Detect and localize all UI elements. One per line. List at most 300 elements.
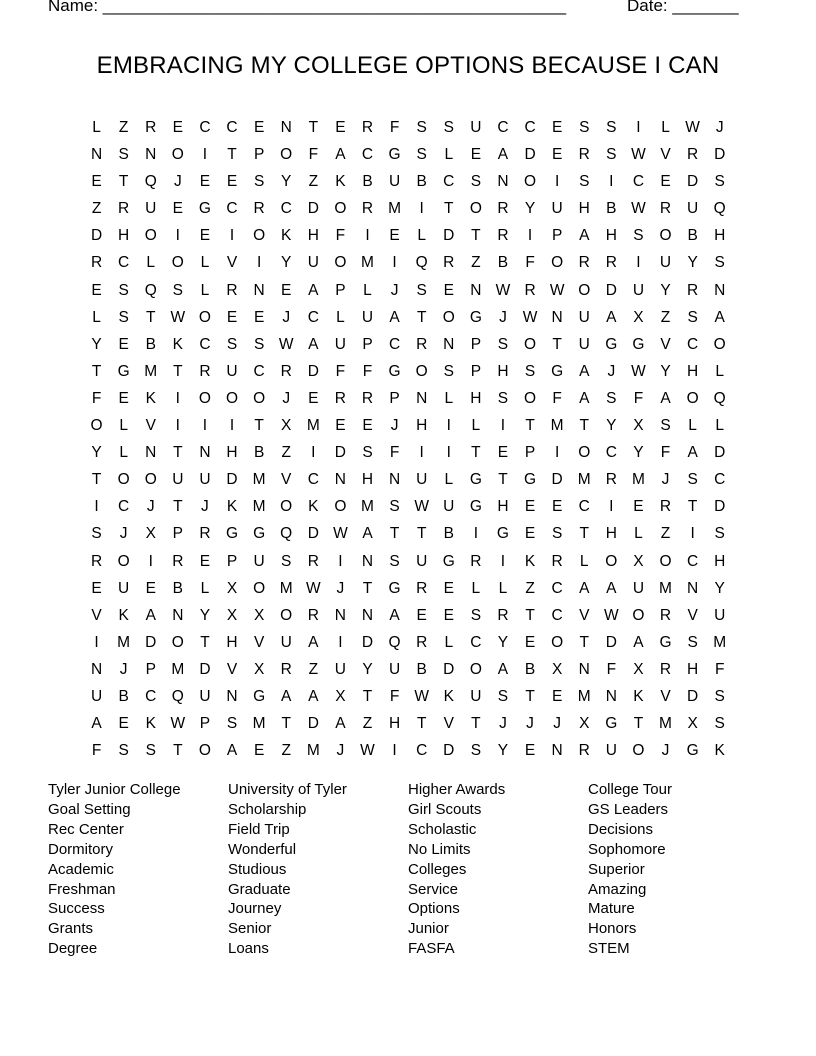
grid-letter[interactable]: S: [389, 498, 400, 516]
grid-letter[interactable]: S: [172, 281, 183, 299]
grid-letter[interactable]: N: [226, 687, 238, 705]
grid-letter[interactable]: J: [336, 742, 345, 760]
grid-letter[interactable]: S: [253, 173, 265, 191]
grid-letter[interactable]: R: [307, 552, 319, 570]
grid-letter[interactable]: E: [281, 281, 292, 299]
grid-letter[interactable]: U: [470, 119, 482, 136]
grid-letter[interactable]: F: [389, 687, 400, 705]
grid-letter[interactable]: N: [172, 606, 184, 624]
grid-letter[interactable]: F: [525, 254, 535, 272]
grid-letter[interactable]: H: [226, 444, 238, 462]
grid-letter[interactable]: I: [446, 417, 451, 435]
grid-letter[interactable]: S: [714, 254, 725, 272]
grid-letter[interactable]: S: [579, 173, 590, 191]
grid-letter[interactable]: R: [659, 660, 672, 678]
grid-letter[interactable]: O: [415, 362, 428, 380]
grid-letter[interactable]: L: [444, 471, 454, 489]
grid-letter[interactable]: B: [687, 227, 698, 245]
grid-letter[interactable]: V: [145, 417, 156, 435]
grid-letter[interactable]: S: [714, 173, 725, 191]
grid-letter[interactable]: N: [90, 660, 103, 678]
grid-letter[interactable]: O: [198, 308, 211, 326]
grid-letter[interactable]: S: [281, 552, 292, 570]
grid-letter[interactable]: H: [687, 362, 699, 380]
grid-letter[interactable]: G: [496, 525, 509, 543]
grid-letter[interactable]: O: [524, 389, 537, 407]
grid-letter[interactable]: D: [90, 227, 103, 245]
grid-letter[interactable]: W: [170, 715, 186, 733]
grid-letter[interactable]: C: [551, 606, 563, 624]
grid-letter[interactable]: U: [659, 254, 672, 272]
grid-letter[interactable]: I: [609, 498, 614, 516]
grid-letter[interactable]: T: [173, 742, 183, 760]
grid-letter[interactable]: M: [252, 471, 266, 489]
grid-letter[interactable]: D: [443, 227, 455, 245]
grid-letter[interactable]: J: [119, 525, 128, 543]
grid-letter[interactable]: G: [605, 715, 618, 733]
grid-letter[interactable]: L: [200, 579, 210, 597]
grid-letter[interactable]: C: [714, 471, 726, 489]
grid-letter[interactable]: K: [145, 715, 156, 733]
grid-letter[interactable]: P: [551, 227, 563, 245]
grid-letter[interactable]: V: [226, 254, 238, 272]
grid-letter[interactable]: E: [416, 606, 427, 624]
grid-letter[interactable]: V: [253, 633, 265, 651]
grid-letter[interactable]: X: [579, 715, 590, 733]
grid-letter[interactable]: Y: [497, 633, 509, 651]
grid-letter[interactable]: J: [336, 579, 345, 597]
grid-letter[interactable]: R: [416, 579, 428, 597]
grid-letter[interactable]: A: [497, 146, 509, 164]
grid-letter[interactable]: P: [172, 525, 183, 543]
grid-letter[interactable]: W: [631, 200, 646, 218]
grid-letter[interactable]: O: [198, 389, 211, 407]
grid-letter[interactable]: S: [497, 335, 509, 353]
grid-letter[interactable]: O: [90, 417, 103, 435]
grid-letter[interactable]: V: [281, 471, 292, 489]
grid-letter[interactable]: A: [579, 227, 590, 245]
grid-letter[interactable]: T: [471, 227, 481, 245]
grid-letter[interactable]: O: [578, 444, 591, 462]
grid-letter[interactable]: C: [307, 308, 319, 326]
grid-letter[interactable]: O: [144, 471, 157, 489]
grid-letter[interactable]: E: [308, 389, 319, 407]
grid-letter[interactable]: I: [392, 254, 397, 272]
grid-letter[interactable]: K: [443, 687, 454, 705]
grid-letter[interactable]: Y: [687, 254, 698, 272]
grid-letter[interactable]: A: [687, 444, 698, 462]
grid-letter[interactable]: S: [443, 362, 454, 380]
grid-letter[interactable]: F: [335, 227, 346, 245]
grid-letter[interactable]: J: [661, 742, 670, 760]
grid-letter[interactable]: S: [145, 742, 156, 760]
grid-letter[interactable]: S: [226, 715, 238, 733]
grid-letter[interactable]: E: [551, 146, 563, 164]
grid-letter[interactable]: K: [524, 552, 536, 570]
grid-letter[interactable]: C: [605, 444, 617, 462]
grid-letter[interactable]: C: [388, 335, 401, 353]
grid-letter[interactable]: A: [579, 579, 590, 597]
grid-letter[interactable]: E: [551, 687, 563, 705]
grid-letter[interactable]: Q: [415, 254, 428, 272]
grid-letter[interactable]: E: [253, 308, 265, 326]
grid-letter[interactable]: T: [362, 579, 373, 597]
grid-letter[interactable]: X: [145, 525, 156, 543]
grid-letter[interactable]: U: [632, 579, 645, 597]
grid-letter[interactable]: S: [416, 119, 427, 136]
grid-letter[interactable]: S: [253, 335, 265, 353]
grid-letter[interactable]: N: [551, 742, 563, 760]
grid-letter[interactable]: K: [633, 687, 644, 705]
grid-letter[interactable]: U: [470, 687, 482, 705]
grid-letter[interactable]: B: [416, 173, 427, 191]
grid-letter[interactable]: R: [172, 552, 184, 570]
grid-letter[interactable]: Q: [171, 687, 184, 705]
grid-letter[interactable]: W: [495, 281, 511, 299]
grid-letter[interactable]: S: [714, 687, 725, 705]
grid-letter[interactable]: I: [500, 552, 506, 570]
grid-letter[interactable]: R: [280, 660, 292, 678]
grid-letter[interactable]: I: [94, 633, 99, 651]
grid-letter[interactable]: H: [497, 362, 509, 380]
grid-letter[interactable]: E: [199, 173, 211, 191]
grid-letter[interactable]: L: [119, 444, 128, 462]
grid-letter[interactable]: S: [633, 227, 644, 245]
grid-letter[interactable]: I: [419, 200, 424, 218]
grid-letter[interactable]: Z: [362, 715, 373, 733]
grid-letter[interactable]: J: [390, 281, 399, 299]
grid-letter[interactable]: H: [578, 200, 590, 218]
grid-letter[interactable]: K: [281, 227, 292, 245]
grid-letter[interactable]: W: [631, 146, 646, 164]
grid-letter[interactable]: M: [361, 254, 374, 272]
grid-letter[interactable]: R: [226, 281, 238, 299]
grid-letter[interactable]: I: [690, 525, 695, 543]
grid-letter[interactable]: N: [443, 335, 455, 353]
grid-letter[interactable]: G: [469, 308, 482, 326]
grid-letter[interactable]: O: [280, 146, 293, 164]
grid-letter[interactable]: O: [171, 633, 184, 651]
grid-letter[interactable]: K: [335, 173, 346, 191]
grid-letter[interactable]: A: [335, 715, 346, 733]
grid-letter[interactable]: K: [308, 498, 319, 516]
grid-letter[interactable]: S: [551, 525, 563, 543]
grid-letter[interactable]: H: [307, 227, 319, 245]
grid-letter[interactable]: G: [388, 579, 401, 597]
grid-letter[interactable]: D: [714, 498, 726, 516]
grid-letter[interactable]: J: [173, 173, 182, 191]
grid-letter[interactable]: H: [388, 715, 401, 733]
grid-letter[interactable]: L: [634, 525, 643, 543]
grid-letter[interactable]: V: [579, 606, 590, 624]
grid-letter[interactable]: R: [659, 606, 672, 624]
grid-letter[interactable]: G: [524, 471, 537, 489]
grid-letter[interactable]: S: [579, 119, 590, 136]
grid-letter[interactable]: U: [334, 335, 346, 353]
grid-letter[interactable]: L: [200, 281, 210, 299]
grid-letter[interactable]: R: [524, 281, 536, 299]
grid-letter[interactable]: A: [308, 335, 319, 353]
grid-letter[interactable]: P: [470, 362, 482, 380]
grid-letter[interactable]: U: [172, 471, 184, 489]
grid-letter[interactable]: N: [578, 660, 590, 678]
grid-letter[interactable]: T: [498, 471, 508, 489]
grid-letter[interactable]: S: [118, 742, 129, 760]
grid-letter[interactable]: P: [226, 552, 238, 570]
grid-letter[interactable]: R: [334, 389, 346, 407]
grid-letter[interactable]: L: [363, 281, 372, 299]
grid-letter[interactable]: J: [526, 715, 534, 733]
grid-letter[interactable]: T: [416, 715, 427, 733]
grid-letter[interactable]: R: [470, 552, 482, 570]
grid-letter[interactable]: I: [229, 227, 235, 245]
grid-letter[interactable]: C: [551, 579, 563, 597]
grid-letter[interactable]: V: [660, 335, 671, 353]
grid-letter[interactable]: B: [497, 254, 509, 272]
grid-letter[interactable]: R: [199, 362, 211, 380]
grid-letter[interactable]: N: [199, 444, 211, 462]
grid-letter[interactable]: R: [118, 200, 130, 218]
grid-letter[interactable]: M: [144, 362, 158, 380]
grid-letter[interactable]: M: [117, 633, 131, 651]
grid-letter[interactable]: T: [308, 119, 319, 136]
grid-letter[interactable]: L: [417, 227, 426, 245]
grid-letter[interactable]: E: [633, 498, 644, 516]
grid-letter[interactable]: C: [145, 687, 157, 705]
grid-letter[interactable]: R: [307, 606, 319, 624]
grid-letter[interactable]: T: [416, 525, 427, 543]
grid-letter[interactable]: T: [633, 715, 644, 733]
grid-letter[interactable]: E: [497, 444, 509, 462]
grid-letter[interactable]: B: [416, 660, 427, 678]
grid-letter[interactable]: U: [361, 308, 374, 326]
grid-letter[interactable]: M: [388, 200, 402, 218]
grid-letter[interactable]: L: [92, 119, 101, 136]
grid-letter[interactable]: T: [416, 308, 427, 326]
grid-letter[interactable]: C: [307, 471, 319, 489]
grid-letter[interactable]: V: [660, 687, 671, 705]
grid-letter[interactable]: Q: [144, 173, 157, 191]
grid-letter[interactable]: O: [253, 227, 266, 245]
grid-letter[interactable]: A: [308, 633, 319, 651]
grid-letter[interactable]: S: [362, 444, 373, 462]
grid-letter[interactable]: R: [497, 200, 509, 218]
grid-letter[interactable]: N: [388, 471, 401, 489]
grid-letter[interactable]: M: [659, 715, 672, 733]
grid-letter[interactable]: N: [605, 687, 617, 705]
grid-letter[interactable]: X: [551, 660, 563, 678]
grid-letter[interactable]: W: [170, 308, 186, 326]
grid-letter[interactable]: B: [172, 579, 183, 597]
grid-letter[interactable]: A: [606, 308, 617, 326]
grid-letter[interactable]: X: [253, 660, 265, 678]
grid-letter[interactable]: A: [281, 687, 292, 705]
grid-letter[interactable]: R: [551, 552, 563, 570]
grid-letter[interactable]: E: [199, 552, 211, 570]
grid-letter[interactable]: Y: [606, 417, 617, 435]
grid-letter[interactable]: R: [416, 633, 428, 651]
date-field-label[interactable]: Date: _______: [627, 0, 739, 15]
grid-letter[interactable]: N: [470, 281, 482, 299]
grid-letter[interactable]: U: [578, 335, 590, 353]
grid-letter[interactable]: U: [416, 552, 428, 570]
grid-letter[interactable]: S: [714, 715, 725, 733]
grid-letter[interactable]: I: [419, 444, 424, 462]
grid-letter[interactable]: Y: [91, 335, 102, 353]
grid-letter[interactable]: M: [171, 660, 185, 678]
grid-letter[interactable]: R: [497, 606, 509, 624]
grid-letter[interactable]: E: [335, 417, 346, 435]
grid-letter[interactable]: A: [145, 606, 156, 624]
grid-letter[interactable]: U: [307, 254, 319, 272]
grid-letter[interactable]: U: [280, 633, 292, 651]
grid-letter[interactable]: F: [389, 444, 400, 462]
grid-letter[interactable]: R: [280, 362, 292, 380]
grid-letter[interactable]: A: [606, 579, 617, 597]
grid-letter[interactable]: E: [145, 579, 156, 597]
grid-letter[interactable]: S: [118, 308, 129, 326]
grid-letter[interactable]: A: [226, 742, 238, 760]
grid-letter[interactable]: U: [388, 173, 401, 191]
grid-letter[interactable]: M: [577, 471, 591, 489]
name-field-label[interactable]: Name: _________________________________________________: [48, 0, 567, 15]
grid-letter[interactable]: V: [226, 660, 238, 678]
grid-letter[interactable]: F: [91, 389, 102, 407]
grid-letter[interactable]: Y: [91, 444, 102, 462]
grid-letter[interactable]: C: [253, 362, 265, 380]
grid-letter[interactable]: I: [94, 498, 99, 516]
grid-letter[interactable]: I: [175, 227, 180, 245]
grid-letter[interactable]: T: [91, 471, 102, 489]
grid-letter[interactable]: G: [469, 471, 482, 489]
grid-letter[interactable]: E: [443, 579, 454, 597]
grid-letter[interactable]: C: [443, 173, 455, 191]
grid-letter[interactable]: G: [551, 362, 564, 380]
grid-letter[interactable]: N: [145, 444, 157, 462]
grid-letter[interactable]: Q: [713, 200, 726, 218]
grid-letter[interactable]: I: [392, 742, 397, 760]
grid-letter[interactable]: H: [470, 389, 482, 407]
grid-letter[interactable]: T: [687, 498, 698, 516]
grid-letter[interactable]: E: [199, 227, 211, 245]
grid-letter[interactable]: B: [145, 335, 156, 353]
grid-letter[interactable]: D: [361, 633, 374, 651]
grid-letter[interactable]: E: [253, 742, 265, 760]
grid-letter[interactable]: G: [253, 687, 266, 705]
grid-letter[interactable]: Q: [713, 389, 726, 407]
grid-letter[interactable]: J: [146, 498, 155, 516]
grid-letter[interactable]: C: [470, 633, 482, 651]
grid-letter[interactable]: I: [636, 254, 641, 272]
grid-letter[interactable]: T: [146, 308, 156, 326]
grid-letter[interactable]: L: [444, 633, 454, 651]
grid-letter[interactable]: Y: [281, 173, 292, 191]
grid-letter[interactable]: I: [229, 417, 235, 435]
grid-letter[interactable]: D: [714, 146, 726, 164]
grid-letter[interactable]: D: [443, 742, 455, 760]
grid-letter[interactable]: S: [524, 362, 536, 380]
grid-letter[interactable]: E: [91, 579, 102, 597]
grid-letter[interactable]: C: [632, 173, 645, 191]
grid-letter[interactable]: L: [200, 254, 210, 272]
grid-letter[interactable]: X: [687, 715, 698, 733]
grid-letter[interactable]: O: [469, 200, 482, 218]
grid-letter[interactable]: M: [306, 417, 320, 435]
grid-letter[interactable]: V: [443, 715, 454, 733]
grid-letter[interactable]: L: [146, 254, 156, 272]
grid-letter[interactable]: R: [687, 281, 699, 299]
grid-letter[interactable]: F: [552, 389, 562, 407]
grid-letter[interactable]: Y: [497, 742, 509, 760]
grid-letter[interactable]: M: [252, 715, 266, 733]
grid-letter[interactable]: Q: [144, 281, 157, 299]
grid-letter[interactable]: C: [416, 742, 428, 760]
grid-letter[interactable]: I: [338, 552, 343, 570]
grid-letter[interactable]: D: [551, 471, 563, 489]
grid-letter[interactable]: O: [171, 146, 184, 164]
grid-letter[interactable]: K: [172, 335, 183, 353]
grid-letter[interactable]: D: [524, 146, 536, 164]
grid-letter[interactable]: G: [253, 525, 266, 543]
grid-letter[interactable]: O: [469, 660, 482, 678]
grid-letter[interactable]: C: [226, 119, 238, 136]
grid-letter[interactable]: G: [659, 633, 672, 651]
grid-letter[interactable]: O: [334, 254, 347, 272]
grid-letter[interactable]: O: [442, 308, 455, 326]
grid-letter[interactable]: T: [525, 417, 535, 435]
grid-letter[interactable]: W: [414, 687, 429, 705]
grid-letter[interactable]: S: [606, 146, 617, 164]
grid-letter[interactable]: V: [91, 606, 102, 624]
grid-letter[interactable]: E: [443, 281, 454, 299]
grid-letter[interactable]: N: [253, 281, 265, 299]
grid-letter[interactable]: W: [360, 742, 375, 760]
grid-letter[interactable]: T: [579, 417, 589, 435]
grid-letter[interactable]: N: [361, 552, 374, 570]
grid-letter[interactable]: U: [199, 471, 211, 489]
grid-letter[interactable]: H: [605, 525, 617, 543]
grid-letter[interactable]: D: [605, 281, 617, 299]
grid-letter[interactable]: C: [118, 498, 130, 516]
grid-letter[interactable]: E: [91, 173, 102, 191]
grid-letter[interactable]: T: [552, 335, 562, 353]
grid-letter[interactable]: E: [362, 417, 373, 435]
grid-letter[interactable]: I: [256, 254, 262, 272]
grid-letter[interactable]: W: [685, 119, 700, 136]
grid-letter[interactable]: A: [389, 308, 400, 326]
grid-letter[interactable]: T: [173, 362, 183, 380]
grid-letter[interactable]: L: [92, 308, 101, 326]
grid-letter[interactable]: I: [202, 146, 208, 164]
grid-letter[interactable]: O: [144, 227, 157, 245]
grid-letter[interactable]: T: [362, 687, 373, 705]
grid-letter[interactable]: S: [687, 471, 698, 489]
grid-letter[interactable]: P: [199, 715, 211, 733]
grid-letter[interactable]: L: [444, 146, 454, 164]
grid-letter[interactable]: U: [714, 606, 726, 624]
grid-letter[interactable]: T: [389, 525, 400, 543]
grid-letter[interactable]: O: [686, 389, 699, 407]
grid-letter[interactable]: O: [253, 579, 266, 597]
grid-letter[interactable]: C: [199, 335, 211, 353]
grid-letter[interactable]: E: [551, 498, 563, 516]
grid-letter[interactable]: R: [605, 254, 617, 272]
grid-letter[interactable]: I: [473, 525, 479, 543]
grid-letter[interactable]: O: [253, 389, 266, 407]
grid-letter[interactable]: Y: [281, 254, 292, 272]
grid-letter[interactable]: L: [498, 579, 508, 597]
grid-letter[interactable]: I: [365, 227, 370, 245]
